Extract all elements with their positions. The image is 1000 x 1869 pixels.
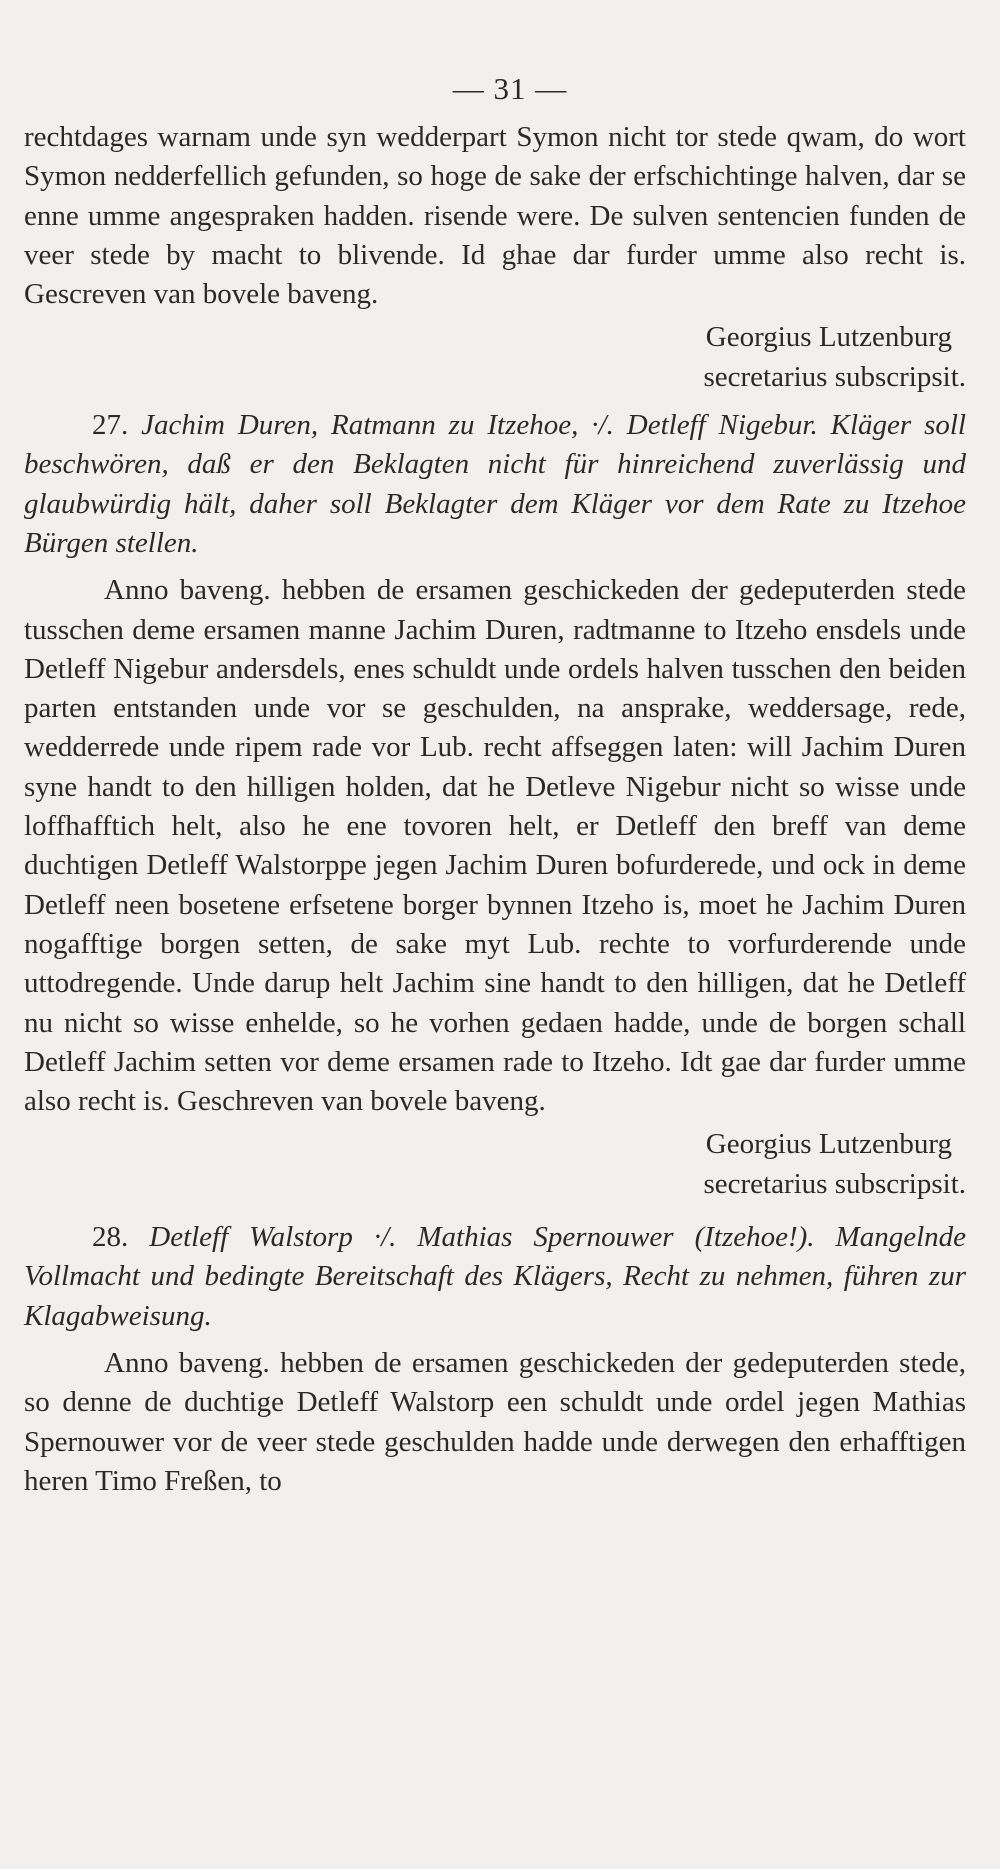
case-28-number: 28.	[92, 1221, 129, 1254]
opening-paragraph: rechtdages warnam unde syn wedderpart Symon nicht tor stede qwam, do wort Symon nedderfellich gefunden, so hoge de sake der erfschichtinge halven, dar se enne umme angespraken hadden. risende were. De sulven sentencien funden de veer stede by macht to blivende. Id ghae dar furder umme also recht is. Gescreven van bovele baveng.	[24, 121, 966, 311]
case-27-number: 27.	[92, 409, 129, 442]
signature-block-2	[24, 1125, 966, 1204]
case-28-body: Anno baveng. hebben de ersamen geschickeden der gedeputerden stede, so denne de duchtige Detleff Walstorp een schuldt unde ordel jegen Mathias Spernouwer vor de veer stede geschulden hadde unde derwegen den erhafftigen heren Timo Freßen, to	[24, 1346, 966, 1497]
case-28-title: Detleff Walstorp ·/. Mathias Spernouwer (Itzehoe!). Mangelnde Vollmacht und bedingte Bereitschaft des Klägers, Recht zu nehmen, führen zur Klagabweisung.	[24, 1221, 966, 1332]
signature-name: Georgius Lutzenburg	[705, 321, 952, 354]
case-28-heading	[24, 1218, 966, 1336]
signature-role: secretarius subscripsit.	[703, 1167, 966, 1200]
signature-name: Georgius Lutzenburg	[705, 1128, 952, 1161]
case-27-body: Anno baveng. hebben de ersamen geschickeden der gedeputerden stede tusschen deme ersamen manne Jachim Duren, radtmanne to Itzeho ensdels unde Detleff Nigebur andersdels, enes schuldt unde ordels halven tusschen den beiden parten entstanden unde vor se geschulden, na ansprake, weddersage, rede, wedderrede unde ripem rade vor Lub. recht affseggen laten: will Jachim Duren syne handt to den hilligen holden, dat he Detleve Nigebur nicht so wisse unde loffhafftich helt, also he ene tovoren helt, er Detleff den breff van deme duchtigen Detleff Walstorppe jegen Jachim Duren bofurderede, und ock in deme Detleff neen bosetene erfsetene borger bynnen Itzeho is, moet he Jachim Duren nogafftige borgen setten, de sake myt Lub. rechte to vorfurderende unde uttodregende. Unde darup helt Jachim sine handt to den hilligen, dat he Detleff nu nicht so wisse enhelde, so he vorhen gedaen hadde, unde de borgen schall Detleff Jachim setten vor deme ersamen rade to Itzeho. Idt gae dar furder umme also recht is. Geschreven van bovele baveng.	[24, 574, 966, 1118]
signature-block-1	[24, 318, 966, 397]
case-27-heading	[24, 406, 966, 563]
signature-role: secretarius subscripsit.	[703, 360, 966, 393]
case-27-title: Jachim Duren, Ratmann zu Itzehoe, ·/. Detleff Nigebur. Kläger soll beschwören, daß er den Beklagten nicht für hinreichend zuverlässig und glaubwürdig hält, daher soll Beklagter dem Kläger vor dem Rate zu Itzehoe Bürgen stellen.	[24, 409, 966, 559]
page-number: — 31 —	[452, 71, 568, 106]
